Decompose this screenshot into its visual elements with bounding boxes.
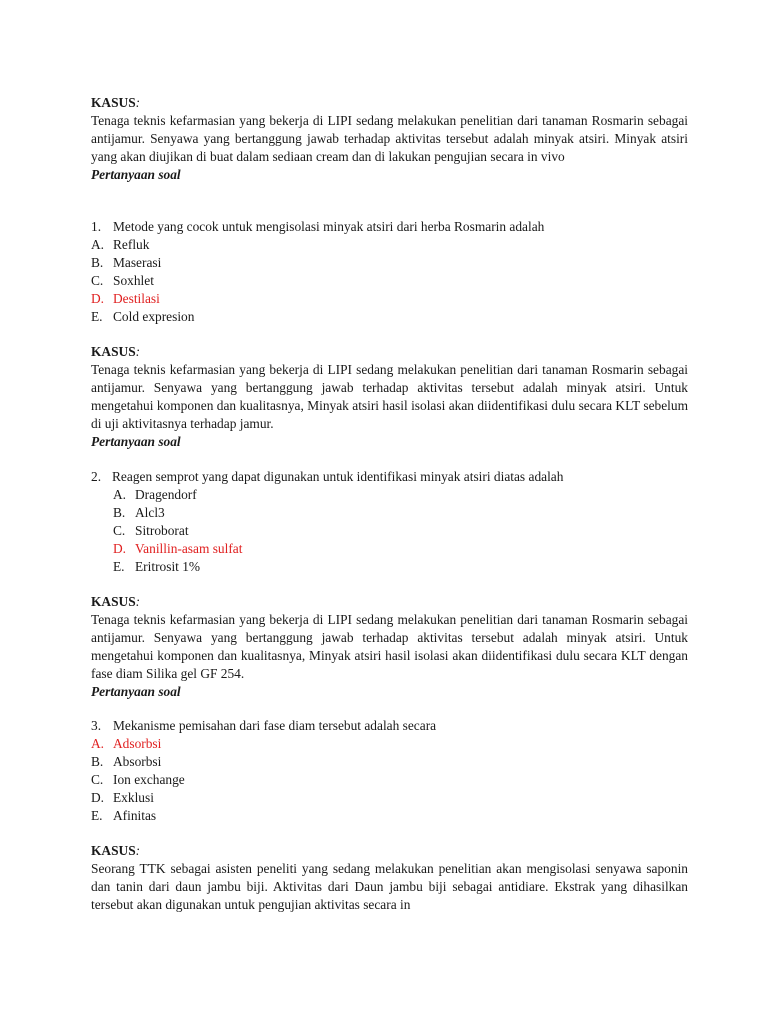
option-a: A. Refluk: [91, 237, 150, 252]
question-text: 2. Reagen semprot yang dapat digunakan untuk identifikasi minyak atsiri diatas adalah: [91, 469, 564, 484]
option-b: B. Absorbsi: [91, 754, 162, 769]
question-2: [91, 468, 688, 576]
case-paragraph: Tenaga teknis kefarmasian yang bekerja di LIPI sedang melakukan penelitian dari tanaman Rosmarin sebagai antijamur. Senyawa yang bertanggung jawab terhadap aktivitas tersebut adalah minyak atsiri. Minyak atsiri yang akan diujikan di buat dalam sediaan cream dan di lakukan pengujian secara in vivo: [91, 113, 688, 164]
option-e: E. Afinitas: [91, 808, 157, 823]
option-c: C. Soxhlet: [91, 273, 154, 288]
question-heading: Pertanyaan soal: [91, 167, 181, 182]
case-label: KASUS:: [91, 95, 141, 110]
case-label: KASUS:: [91, 594, 141, 609]
question-heading: Pertanyaan soal: [91, 434, 181, 449]
option-b: B. Maserasi: [91, 255, 162, 270]
question-text: 1. Metode yang cocok untuk mengisolasi minyak atsiri dari herba Rosmarin adalah: [91, 219, 545, 234]
option-d-answer: D. Vanillin-asam sulfat: [113, 541, 243, 556]
case-label: KASUS:: [91, 344, 141, 359]
case-2: [91, 343, 688, 451]
case-3: [91, 593, 688, 701]
case-4: [91, 842, 688, 914]
question-3: [91, 717, 688, 825]
option-a-answer: A. Adsorbsi: [91, 736, 162, 751]
question-1: [91, 218, 688, 326]
option-d-answer: D. Destilasi: [91, 291, 160, 306]
case-1: [91, 94, 688, 184]
case-paragraph: Tenaga teknis kefarmasian yang bekerja di LIPI sedang melakukan penelitian dari tanaman Rosmarin sebagai antijamur. Senyawa yang bertanggung jawab terhadap aktivitas tersebut adalah minyak atsiri. Untuk mengetahui komponen dan kualitasnya, Minyak atsiri hasil isolasi akan diidentifikasi dulu secara KLT sebelum di uji aktivitasnya terhadap jamur.: [91, 362, 688, 431]
option-b: B. Alcl3: [113, 505, 165, 520]
option-d: D. Exklusi: [91, 790, 154, 805]
option-e: E. Cold expresion: [91, 309, 195, 324]
option-a: A. Dragendorf: [113, 487, 197, 502]
option-c: C. Sitroborat: [113, 523, 189, 538]
case-paragraph: Seorang TTK sebagai asisten peneliti yang sedang melakukan penelitian akan mengisolasi senyawa saponin dan tanin dari daun jambu biji. Aktivitas dari Daun jambu biji sebagai antidiare. Ekstrak yang dihasilkan tersebut akan digunakan untuk pengujian aktivitas secara in: [91, 861, 688, 912]
case-label: KASUS:: [91, 843, 141, 858]
question-heading: Pertanyaan soal: [91, 684, 181, 699]
option-e: E. Eritrosit 1%: [113, 559, 201, 574]
option-c: C. Ion exchange: [91, 772, 185, 787]
question-text: 3. Mekanisme pemisahan dari fase diam tersebut adalah secara: [91, 718, 437, 733]
case-paragraph: Tenaga teknis kefarmasian yang bekerja di LIPI sedang melakukan penelitian dari tanaman Rosmarin sebagai antijamur. Senyawa yang bertanggung jawab terhadap aktivitas tersebut adalah minyak atsiri. Untuk mengetahui komponen dan kualitasnya, Minyak atsiri hasil isolasi akan diidentifikasi dulu secara KLT dengan fase diam Silika gel GF 254.: [91, 612, 688, 681]
